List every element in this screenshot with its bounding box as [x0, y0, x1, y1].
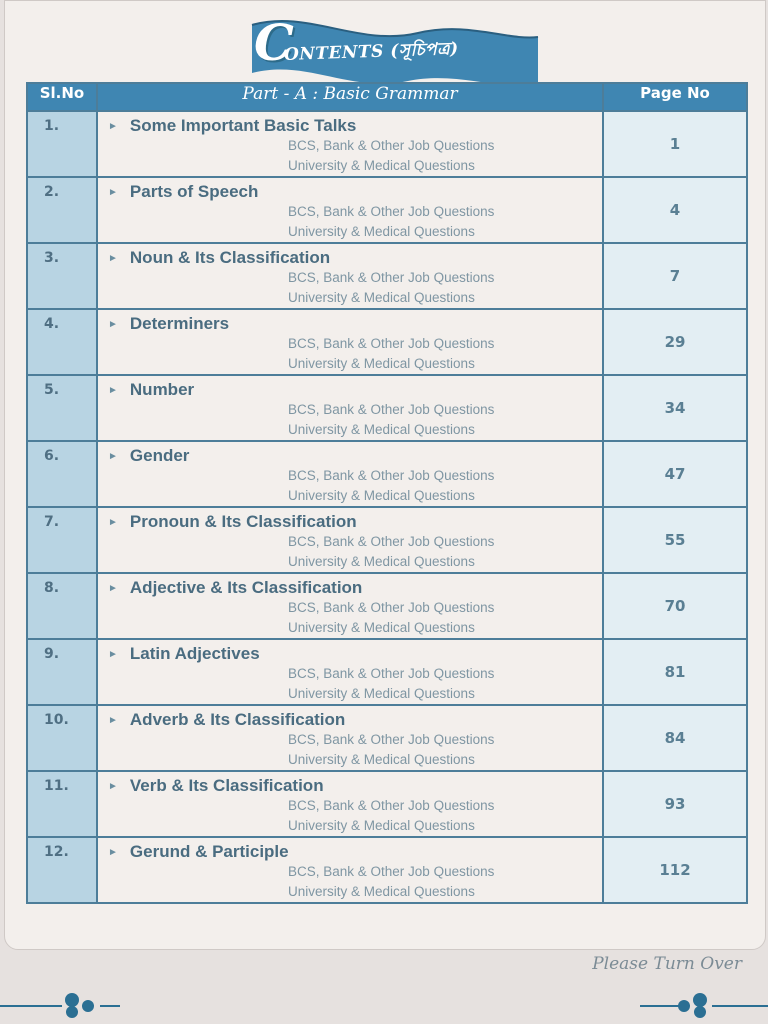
triangle-bullet-icon: ►	[108, 517, 118, 528]
serial-number: 7.	[27, 507, 97, 573]
table-row	[27, 111, 747, 177]
topic-title: Determiners	[129, 314, 230, 333]
serial-number: 4.	[27, 309, 97, 375]
university-questions-label: University & Medical Questions	[288, 290, 475, 305]
job-questions-label: BCS, Bank & Other Job Questions	[288, 204, 495, 219]
topic-title: Gerund & Participle	[129, 842, 289, 861]
triangle-bullet-icon: ►	[108, 385, 118, 396]
university-questions-label: University & Medical Questions	[288, 158, 475, 173]
page-number: 93	[603, 771, 747, 837]
triangle-bullet-icon: ►	[108, 781, 118, 792]
topic-cell	[97, 177, 603, 243]
serial-number: 12.	[27, 837, 97, 903]
serial-number: 2.	[27, 177, 97, 243]
topic-title: Pronoun & Its Classification	[129, 512, 357, 531]
topic-cell	[97, 639, 603, 705]
serial-number: 5.	[27, 375, 97, 441]
university-questions-label: University & Medical Questions	[288, 488, 475, 503]
university-questions-label: University & Medical Questions	[288, 884, 475, 899]
job-questions-label: BCS, Bank & Other Job Questions	[288, 600, 495, 615]
topic-cell	[97, 111, 603, 177]
topic-title: Some Important Basic Talks	[129, 116, 357, 135]
topic-cell	[97, 771, 603, 837]
table-row	[27, 705, 747, 771]
topic-title: Parts of Speech	[129, 182, 259, 201]
page-number: 112	[603, 837, 747, 903]
table-row	[27, 573, 747, 639]
topic-title-line	[108, 644, 602, 664]
university-questions-label: University & Medical Questions	[288, 554, 475, 569]
please-turn-over: Please Turn Over	[592, 954, 742, 974]
page-number: 81	[603, 639, 747, 705]
page-number: 70	[603, 573, 747, 639]
serial-number: 10.	[27, 705, 97, 771]
page-number: 47	[603, 441, 747, 507]
page-number: 29	[603, 309, 747, 375]
job-questions-label: BCS, Bank & Other Job Questions	[288, 468, 495, 483]
university-questions-label: University & Medical Questions	[288, 752, 475, 767]
topic-title: Number	[129, 380, 195, 399]
job-questions-label: BCS, Bank & Other Job Questions	[288, 798, 495, 813]
page-number: 7	[603, 243, 747, 309]
banner-title: ONTENTS (সূচিপত্র)	[283, 38, 459, 66]
job-questions-label: BCS, Bank & Other Job Questions	[288, 402, 495, 417]
university-questions-label: University & Medical Questions	[288, 224, 475, 239]
footer-rule-left	[0, 1005, 62, 1007]
triangle-bullet-icon: ►	[108, 253, 118, 264]
job-questions-label: BCS, Bank & Other Job Questions	[288, 336, 495, 351]
university-questions-label: University & Medical Questions	[288, 356, 475, 371]
footer-rule-right	[712, 1005, 768, 1007]
table-header-row	[27, 83, 747, 111]
footer-rule-left-tail	[100, 1005, 120, 1007]
table-row	[27, 441, 747, 507]
job-questions-label: BCS, Bank & Other Job Questions	[288, 732, 495, 747]
university-questions-label: University & Medical Questions	[288, 422, 475, 437]
topic-title-line	[108, 446, 602, 466]
topic-cell	[97, 243, 603, 309]
topic-title: Gender	[129, 446, 190, 465]
page-number: 34	[603, 375, 747, 441]
triangle-bullet-icon: ►	[108, 319, 118, 330]
table-row	[27, 243, 747, 309]
serial-number: 3.	[27, 243, 97, 309]
serial-number: 11.	[27, 771, 97, 837]
column-header-sl: Sl.No	[27, 83, 97, 111]
topic-cell	[97, 375, 603, 441]
page-number: 84	[603, 705, 747, 771]
table-row	[27, 507, 747, 573]
triangle-bullet-icon: ►	[108, 847, 118, 858]
triangle-bullet-icon: ►	[108, 187, 118, 198]
topic-title-line	[108, 182, 602, 202]
banner-initial-letter: C	[254, 13, 294, 72]
triangle-bullet-icon: ►	[108, 121, 118, 132]
topic-cell	[97, 441, 603, 507]
column-header-page: Page No	[603, 83, 747, 111]
table-row	[27, 771, 747, 837]
ornament-flourish-icon	[58, 990, 102, 1020]
triangle-bullet-icon: ►	[108, 649, 118, 660]
job-questions-label: BCS, Bank & Other Job Questions	[288, 138, 495, 153]
serial-number: 1.	[27, 111, 97, 177]
table-row	[27, 837, 747, 903]
topic-title: Adjective & Its Classification	[129, 578, 363, 597]
topic-title: Noun & Its Classification	[129, 248, 331, 267]
topic-cell	[97, 837, 603, 903]
triangle-bullet-icon: ►	[108, 583, 118, 594]
table-row	[27, 375, 747, 441]
job-questions-label: BCS, Bank & Other Job Questions	[288, 666, 495, 681]
column-header-part: Part - A : Basic Grammar	[97, 83, 603, 111]
topic-title-line	[108, 578, 602, 598]
serial-number: 6.	[27, 441, 97, 507]
topic-title-line	[108, 842, 602, 862]
ornament-flourish-icon	[672, 990, 716, 1020]
topic-title-line	[108, 776, 602, 796]
serial-number: 8.	[27, 573, 97, 639]
table-row	[27, 309, 747, 375]
job-questions-label: BCS, Bank & Other Job Questions	[288, 534, 495, 549]
topic-cell	[97, 705, 603, 771]
contents-banner	[248, 7, 540, 89]
topic-cell	[97, 573, 603, 639]
university-questions-label: University & Medical Questions	[288, 818, 475, 833]
table-row	[27, 639, 747, 705]
topic-title: Verb & Its Classification	[129, 776, 324, 795]
topic-title-line	[108, 512, 602, 532]
job-questions-label: BCS, Bank & Other Job Questions	[288, 864, 495, 879]
contents-table	[26, 82, 748, 904]
page-number: 4	[603, 177, 747, 243]
topic-title-line	[108, 710, 602, 730]
page-number: 55	[603, 507, 747, 573]
topic-title-line	[108, 116, 602, 136]
topic-cell	[97, 309, 603, 375]
topic-title-line	[108, 314, 602, 334]
university-questions-label: University & Medical Questions	[288, 686, 475, 701]
table-body	[27, 111, 747, 903]
job-questions-label: BCS, Bank & Other Job Questions	[288, 270, 495, 285]
topic-title: Adverb & Its Classification	[129, 710, 346, 729]
serial-number: 9.	[27, 639, 97, 705]
table-row	[27, 177, 747, 243]
triangle-bullet-icon: ►	[108, 451, 118, 462]
topic-title-line	[108, 248, 602, 268]
topic-cell	[97, 507, 603, 573]
page-number: 1	[603, 111, 747, 177]
university-questions-label: University & Medical Questions	[288, 620, 475, 635]
topic-title: Latin Adjectives	[129, 644, 260, 663]
triangle-bullet-icon: ►	[108, 715, 118, 726]
topic-title-line	[108, 380, 602, 400]
